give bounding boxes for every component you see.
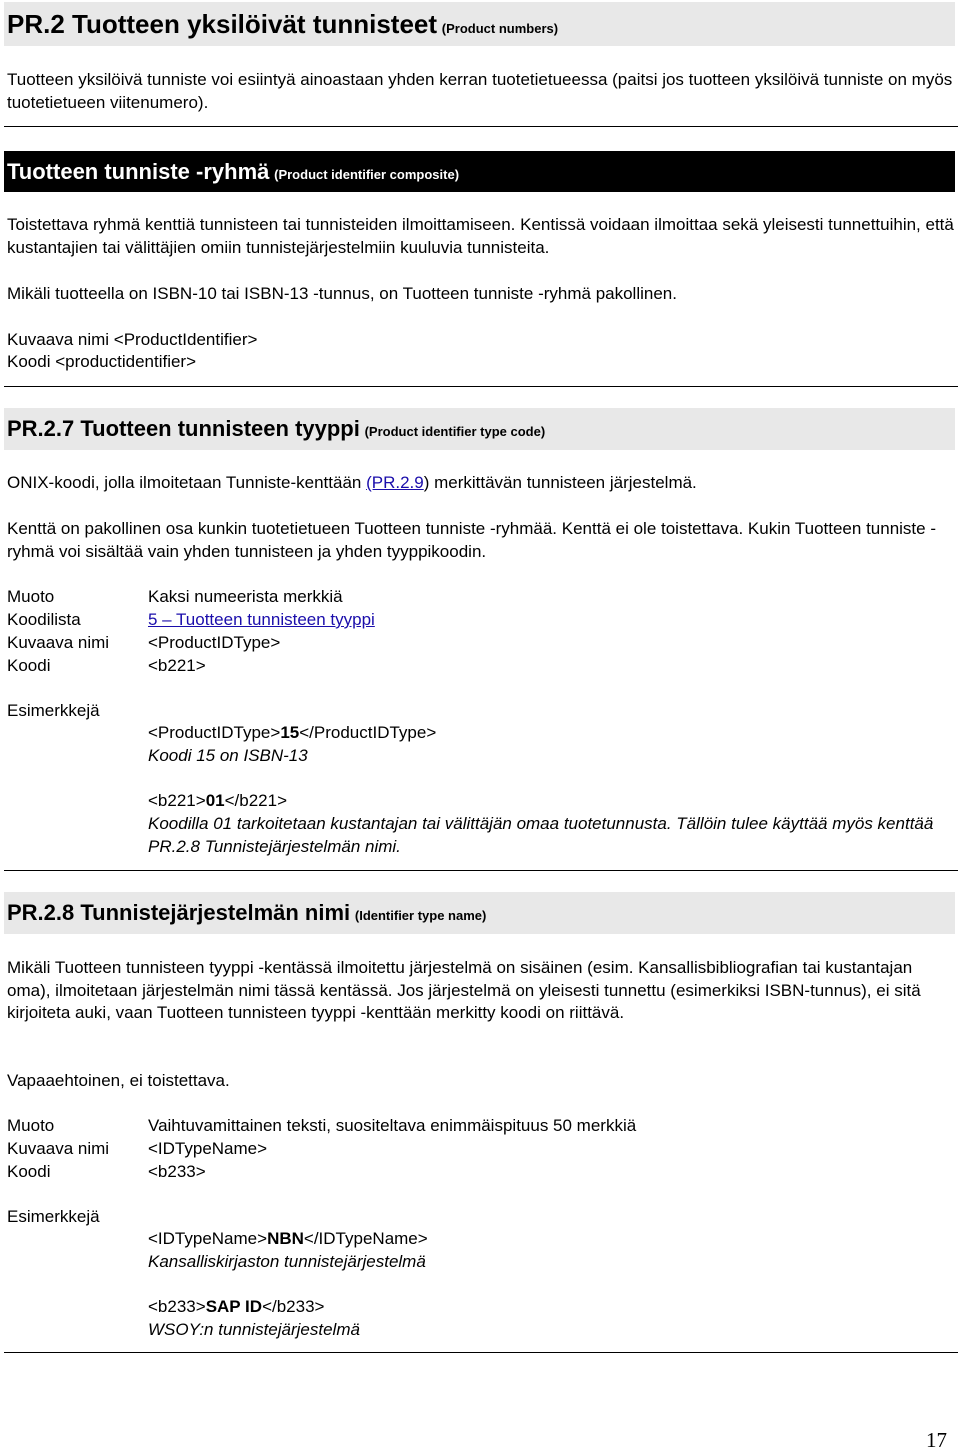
section-header-pr28 [4,892,955,934]
text: ) merkittävän tunnisteen järjestelmä. [423,473,697,492]
paragraph: Mikäli tuotteella on ISBN-10 tai ISBN-13 -tunnus, on Tuotteen tunniste -ryhmä pakollinen. [7,284,677,303]
section-title: Tuotteen tunniste -ryhmä [7,159,270,184]
example-code [148,1296,324,1319]
paragraph: Tuotteen yksilöivä tunniste voi esiintyä ainoastaan yhden kerran tuotetietueessa (paitsi jos tuotteen yksilöivä tunniste on myös tuotetietueen viitenumero). [7,70,953,112]
page-number: 17 [926,1428,947,1452]
tag-open: <b233> [148,1297,206,1316]
field-label: Koodilista [7,610,81,629]
field-label: Koodi [7,1162,51,1181]
example-note: Kansalliskirjaston tunnistejärjestelmä [148,1252,426,1271]
code-name: Koodi <productidentifier> [7,352,197,371]
codelist-link[interactable]: 5 – Tuotteen tunnisteen tyyppi [148,610,375,629]
section-header-pr27 [4,408,955,450]
example-code [148,722,436,745]
example-note: Koodilla 01 tarkoitetaan kustantajan tai välittäjän omaa tuotetunnusta. Tällöin tulee käyttää myös kenttää PR.2.8 Tunnistejärjestelmän nimi. [148,814,934,856]
tag-open: <b221> [148,791,206,810]
field-label: Kuvaava nimi [7,1139,110,1158]
field-value: <ProductIDType> [148,633,281,652]
tag-value: NBN [267,1229,304,1248]
tag-close: </b221> [224,791,288,810]
section-subtitle: (Product numbers) [441,21,559,36]
example-code [148,790,287,813]
tag-open: <IDTypeName> [148,1229,268,1248]
tag-close: </b233> [262,1297,325,1316]
example-code [148,1228,428,1251]
field-label: Kuvaava nimi [7,633,110,652]
field-value: <b233> [148,1162,206,1181]
tag-value: SAP ID [205,1297,263,1316]
divider [4,1352,958,1353]
tag-value: 15 [280,723,300,742]
examples-label: Esimerkkejä [7,1207,100,1226]
tag-close: </IDTypeName> [303,1229,428,1248]
example-note: Koodi 15 on ISBN-13 [148,746,308,765]
tag-open: <ProductIDType> [148,723,281,742]
examples-label: Esimerkkejä [7,701,100,720]
example-note: WSOY:n tunnistejärjestelmä [148,1320,360,1339]
field-label: Muoto [7,587,55,606]
section-title: PR.2.8 Tunnistejärjestelmän nimi [7,900,351,925]
section-subtitle: (Product identifier type code) [364,424,546,439]
paragraph: Kenttä on pakollinen osa kunkin tuotetietueen Tuotteen tunniste -ryhmää. Kenttä ei ole toistettava. Kukin Tuotteen tunniste -ryhmä voi sisältää vain yhden tunnisteen ja yhden tyyppikoodin. [7,519,936,561]
section-title: PR.2.7 Tuotteen tunnisteen tyyppi [7,416,360,441]
divider [4,386,958,387]
reference-link[interactable]: (PR.2.9 [366,473,424,492]
section-subtitle: (Product identifier composite) [274,167,460,182]
section-header-pr2 [4,2,955,46]
divider [4,870,958,871]
section-title: PR.2 Tuotteen yksilöivät tunnisteet [7,9,438,39]
divider [4,126,958,127]
section-header-group [4,151,955,192]
field-value: Kaksi numeerista merkkiä [148,587,343,606]
field-label: Koodi [7,656,51,675]
paragraph [7,472,955,495]
text: ONIX-koodi, jolla ilmoitetaan Tunniste-kenttään [7,473,367,492]
field-value: Vaihtuvamittainen teksti, suositeltava enimmäispituus 50 merkkiä [148,1116,637,1135]
field-value: <IDTypeName> [148,1139,268,1158]
paragraph: Toistettava ryhmä kenttiä tunnisteen tai tunnisteiden ilmoittamiseen. Kentissä voidaan ilmoittaa sekä yleisesti tunnettuihin, että kustantajien tai välittäjien omiin tunnistejärjestelmiin kuuluvia tunnisteita. [7,215,954,257]
descriptive-name: Kuvaava nimi <ProductIdentifier> [7,330,258,349]
paragraph: Vapaaehtoinen, ei toistettava. [7,1071,230,1090]
tag-value: 01 [205,791,225,810]
tag-close: </ProductIDType> [299,723,437,742]
field-value: <b221> [148,656,206,675]
field-label: Muoto [7,1116,55,1135]
paragraph: Mikäli Tuotteen tunnisteen tyyppi -kentässä ilmoitettu järjestelmä on sisäinen (esim. Kansallisbibliografian tai kustantajan oma), ilmoitetaan järjestelmän nimi tässä kentässä. Jos järjestelmä on yleisesti tunnettu (esimerkiksi ISBN-tunnus), ei sitä kirjoiteta auki, vaan Tuotteen tunnisteen tyyppi -kenttään merkitty koodi on riittävä. [7,958,921,1022]
section-subtitle: (Identifier type name) [354,908,487,923]
